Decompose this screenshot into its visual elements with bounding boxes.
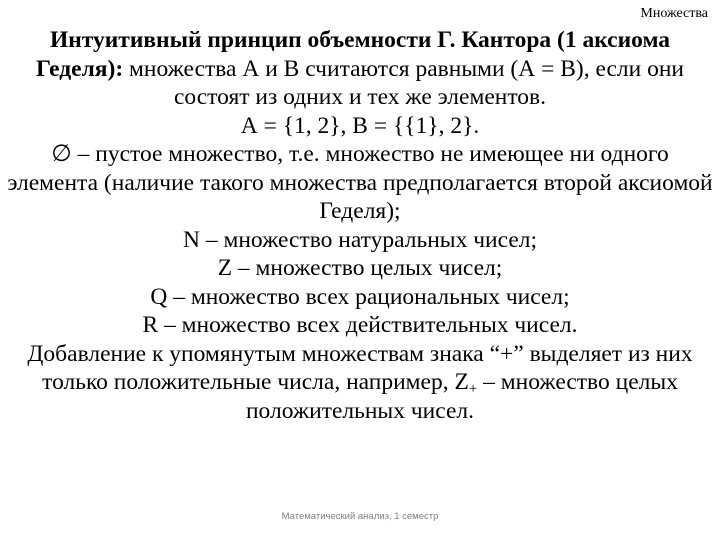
slide-footer: Математический анализ, 1 семестр	[281, 511, 439, 522]
principle-text: множества А и В считаются равными (А = В), если они состоят из одних и тех же элементов.	[123, 55, 685, 110]
principle-title: Интуитивный принцип объемности Г. Кантора (1 аксиома Геделя)	[35, 27, 671, 82]
example-line: А = {1, 2}, В = {{1}, 2}.	[240, 112, 480, 139]
empty-set-text: – пустое множество, т.е. множество не имеющее ни одного элемента (наличие такого множества предполагается второй аксиомой Геделя);	[7, 141, 713, 224]
natural-numbers-line: N – множество натуральных чисел;	[182, 226, 537, 253]
principle-paragraph	[6, 26, 714, 112]
reals-line: R – множество всех действительных чисел.	[142, 312, 578, 338]
empty-set-paragraph	[6, 140, 714, 226]
positive-numbers-tail: – множество целых положительных чисел.	[245, 369, 678, 424]
slide-body	[6, 26, 714, 425]
slide-topic-label: Множества	[640, 6, 708, 21]
rationals-line: Q – множество всех рациональных чисел;	[150, 283, 570, 310]
positive-numbers-text: Добавление к упомянутым множествам знака “+” выделяет из них только положительные числа, например, Z	[27, 340, 693, 395]
empty-set-icon: ∅	[51, 141, 72, 167]
plus-subscript: +	[468, 381, 478, 397]
integers-line: Z – множество целых чисел;	[217, 255, 503, 281]
positive-numbers-paragraph	[6, 340, 714, 426]
principle-colon: :	[115, 55, 124, 82]
